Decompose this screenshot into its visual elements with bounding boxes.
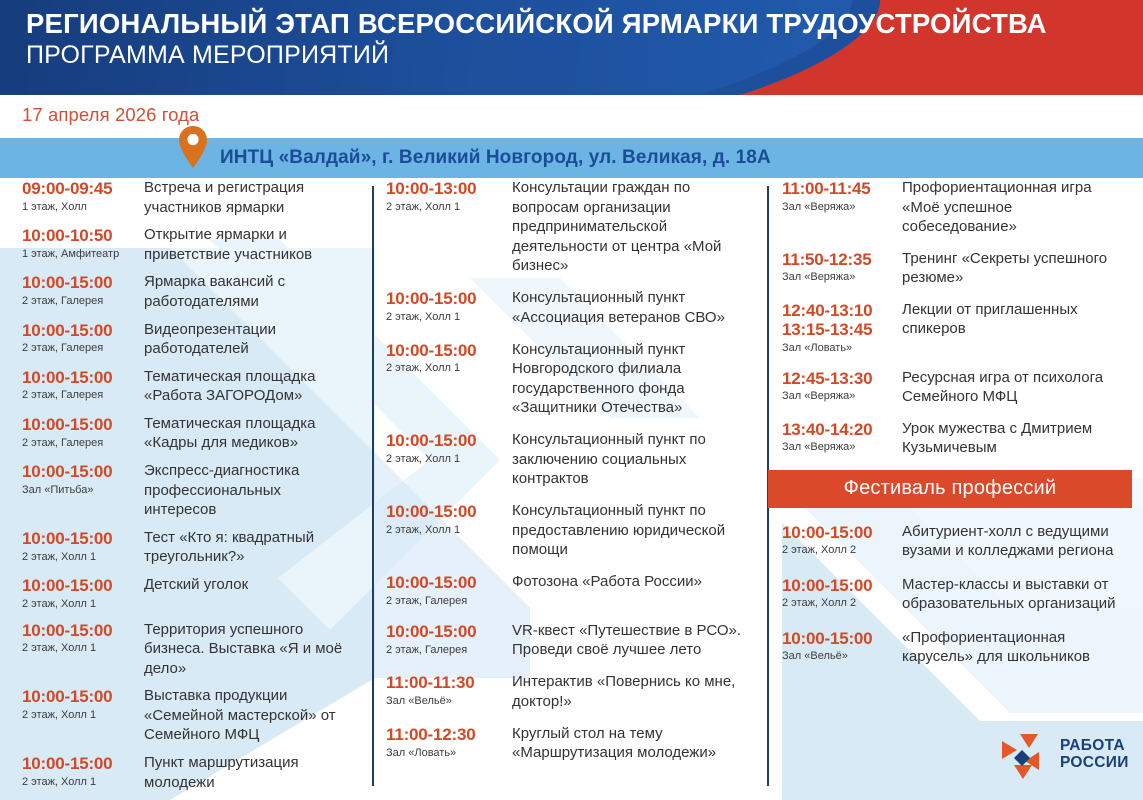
program-event bbox=[386, 288, 746, 327]
program-event bbox=[22, 575, 352, 611]
event-time-cell bbox=[386, 572, 512, 608]
event-time-cell bbox=[386, 672, 512, 708]
event-time-cell bbox=[782, 575, 902, 611]
program-event bbox=[782, 522, 1132, 561]
event-description: Видеопрезентации работодателей bbox=[144, 320, 277, 358]
event-time-cell bbox=[22, 620, 144, 656]
event-time: 10:00-15:00 bbox=[386, 340, 477, 360]
program-event bbox=[782, 178, 1132, 237]
event-location: Зал «Веряжа» bbox=[782, 200, 856, 213]
event-time-cell bbox=[782, 628, 902, 664]
event-time-cell bbox=[386, 724, 512, 760]
event-time-cell bbox=[22, 225, 144, 261]
event-location: Зал «Веряжа» bbox=[782, 390, 856, 403]
event-time: 13:15-13:45 bbox=[782, 320, 873, 340]
event-description: Мастер-классы и выставки от образовательных организаций bbox=[902, 575, 1116, 613]
event-description: Консультационный пункт по предоставлению юридической помощи bbox=[512, 502, 726, 558]
program-event bbox=[386, 430, 746, 489]
event-description: Урок мужества с Дмитрием Кузьмичевым bbox=[902, 419, 1093, 457]
event-time-cell bbox=[782, 419, 902, 455]
event-location: 2 этаж, Холл 1 bbox=[22, 550, 97, 563]
program-event bbox=[22, 414, 352, 453]
program-event bbox=[782, 249, 1132, 288]
event-time-cell bbox=[782, 522, 902, 558]
event-description: Ярмарка вакансий с работодателями bbox=[144, 273, 286, 310]
event-time: 10:00-15:00 bbox=[782, 628, 873, 648]
event-description: Открытие ярмарки и приветствие участников bbox=[144, 226, 313, 263]
event-description: Тематическая площадка «Работа ЗАГОРОДом» bbox=[144, 367, 316, 405]
event-location: 2 этаж, Галерея bbox=[386, 594, 468, 607]
event-location: 2 этаж, Холл 1 bbox=[22, 597, 97, 610]
event-time: 10:00-15:00 bbox=[386, 289, 477, 308]
event-time: 11:00-12:30 bbox=[386, 724, 476, 744]
rabota-rossii-mark-icon bbox=[1000, 733, 1052, 783]
event-location: 2 этаж, Галерея bbox=[386, 643, 468, 656]
event-time-cell bbox=[22, 575, 144, 611]
event-time-cell bbox=[782, 249, 902, 285]
event-time-cell bbox=[386, 288, 512, 324]
event-location: 2 этаж, Холл 1 bbox=[22, 775, 97, 788]
event-description: Фотозона «Работа России» bbox=[512, 573, 702, 590]
event-location: 2 этаж, Галерея bbox=[22, 342, 104, 355]
program-event bbox=[22, 620, 352, 679]
page-title: РЕГИОНАЛЬНЫЙ ЭТАП ВСЕРОССИЙСКОЙ ЯРМАРКИ ТРУДОУСТРОЙСТВА bbox=[26, 8, 1047, 39]
event-location: 2 этаж, Холл 1 bbox=[386, 523, 461, 536]
program-column-2 bbox=[386, 178, 746, 775]
event-description: Встреча и регистрация участников ярмарки bbox=[144, 179, 305, 216]
event-location: 2 этаж, Холл 1 bbox=[386, 310, 461, 323]
event-description: Детский уголок bbox=[144, 576, 249, 593]
event-time: 10:00-15:00 bbox=[22, 687, 113, 707]
event-time-cell bbox=[22, 367, 144, 403]
event-time: 10:00-15:00 bbox=[22, 462, 113, 482]
program-event bbox=[386, 178, 746, 276]
address-bar bbox=[0, 138, 1143, 178]
event-description: Тест «Кто я: квадратный треугольник?» bbox=[144, 528, 315, 566]
event-location: 2 этаж, Галерея bbox=[22, 295, 104, 308]
event-time-cell bbox=[22, 528, 144, 564]
event-time: 10:00-15:00 bbox=[22, 414, 113, 434]
event-time: 13:40-14:20 bbox=[782, 419, 873, 439]
program-event bbox=[782, 300, 1132, 356]
event-time-cell bbox=[386, 340, 512, 376]
event-time: 10:00-15:00 bbox=[386, 431, 477, 450]
festival-banner: Фестиваль профессий bbox=[768, 470, 1132, 508]
program-event bbox=[386, 572, 746, 608]
header-text-block bbox=[26, 8, 1126, 71]
logo-line-2: РОССИИ bbox=[1060, 754, 1129, 772]
event-time-cell bbox=[386, 430, 512, 466]
program-event bbox=[22, 272, 352, 311]
event-time-cell bbox=[22, 272, 144, 308]
event-location: Зал «Ловать» bbox=[782, 341, 853, 354]
event-time: 12:40-13:10 bbox=[782, 300, 873, 320]
logo-line-1: РАБОТА bbox=[1060, 737, 1125, 754]
event-time-cell bbox=[782, 368, 902, 404]
program-event bbox=[386, 621, 746, 660]
event-description: Интерактив «Повернись ко мне, доктор!» bbox=[512, 673, 736, 710]
program-column-3 bbox=[782, 178, 1132, 681]
program-event bbox=[782, 628, 1132, 667]
event-time-cell bbox=[22, 178, 144, 214]
event-location: 2 этаж, Холл 2 bbox=[782, 597, 857, 610]
program-event bbox=[22, 461, 352, 520]
event-description: Консультации граждан по вопросам организации предпринимательской деятельности от центра «Мой бизнес» bbox=[512, 179, 722, 274]
event-description: Ресурсная игра от психолога Семейного МФЦ bbox=[902, 368, 1104, 406]
event-time: 10:00-15:00 bbox=[22, 576, 113, 595]
event-time: 11:00-11:45 bbox=[782, 179, 871, 198]
program-event bbox=[386, 724, 746, 763]
event-description: Консультационный пункт Новгородского филиала государственного фонда «Защитники Отечества» bbox=[512, 340, 686, 416]
event-time-cell bbox=[22, 414, 144, 450]
event-time-cell bbox=[782, 300, 902, 356]
event-time: 10:00-13:00 bbox=[386, 179, 477, 198]
event-time: 10:00-15:00 bbox=[22, 528, 113, 548]
program-event bbox=[22, 225, 352, 264]
program-event bbox=[22, 528, 352, 567]
event-location: 2 этаж, Холл 1 bbox=[22, 642, 97, 655]
event-time: 10:00-15:00 bbox=[782, 522, 873, 542]
program-event bbox=[22, 178, 352, 217]
event-time: 10:00-15:00 bbox=[386, 573, 477, 592]
event-location: Зал «Веряжа» bbox=[782, 441, 856, 454]
date-bar bbox=[0, 95, 1143, 138]
program-event bbox=[22, 686, 352, 745]
event-time: 10:00-15:00 bbox=[22, 320, 113, 340]
event-time-cell bbox=[386, 501, 512, 537]
event-location: Зал «Веряжа» bbox=[782, 271, 856, 284]
event-time: 10:00-15:00 bbox=[386, 621, 477, 641]
program-event bbox=[782, 575, 1132, 614]
venue-address: ИНТЦ «Валдай», г. Великий Новгород, ул. Великая, д. 18А bbox=[220, 147, 771, 168]
event-time: 10:00-15:00 bbox=[22, 273, 113, 293]
event-description: Экспресс-диагностика профессиональных интересов bbox=[144, 462, 300, 519]
event-location: Зал «Ловать» bbox=[386, 746, 457, 759]
program-event bbox=[782, 368, 1132, 407]
event-time-cell bbox=[386, 621, 512, 657]
event-description: Абитуриент-холл с ведущими вузами и колледжами региона bbox=[902, 522, 1114, 560]
program-event bbox=[22, 753, 352, 792]
event-location: 1 этаж, Холл bbox=[22, 200, 87, 213]
event-location: Зал «Вельё» bbox=[386, 695, 452, 708]
page-subtitle: ПРОГРАММА МЕРОПРИЯТИЙ bbox=[26, 41, 390, 70]
program-column-1 bbox=[22, 178, 352, 800]
poster-header bbox=[0, 0, 1143, 95]
event-time-cell bbox=[782, 178, 902, 214]
event-location: Зал «Питьба» bbox=[22, 483, 94, 496]
program-event bbox=[386, 672, 746, 711]
event-location: 2 этаж, Холл 1 bbox=[22, 709, 97, 722]
event-description: Выставка продукции «Семейной мастерской» от Семейного МФЦ bbox=[144, 687, 336, 744]
event-time: 10:00-15:00 bbox=[782, 575, 873, 595]
program-columns bbox=[0, 178, 1143, 800]
event-description: Тренинг «Секреты успешного резюме» bbox=[902, 249, 1108, 286]
program-event bbox=[386, 340, 746, 418]
event-description: Консультационный пункт по заключению социальных контрактов bbox=[512, 431, 706, 487]
event-time: 10:00-10:50 bbox=[22, 226, 113, 246]
event-time: 10:00-15:00 bbox=[22, 620, 113, 640]
location-pin-icon bbox=[178, 125, 208, 169]
event-location: 2 этаж, Холл 2 bbox=[782, 544, 857, 557]
column-divider-1 bbox=[372, 186, 374, 786]
event-description: Профориентационная игра «Моё успешное собеседование» bbox=[902, 179, 1092, 235]
event-location: 2 этаж, Галерея bbox=[22, 436, 104, 449]
event-time: 11:50-12:35 bbox=[782, 249, 872, 269]
event-time-cell bbox=[22, 461, 144, 497]
event-description: VR-квест «Путешествие в РСО». Проведи своё лучшее лето bbox=[512, 621, 741, 659]
event-location: 2 этаж, Холл 1 bbox=[386, 452, 461, 465]
event-time-cell bbox=[22, 320, 144, 356]
event-time: 09:00-09:45 bbox=[22, 179, 113, 198]
event-date: 17 апреля 2026 года bbox=[22, 104, 200, 125]
event-time: 10:00-15:00 bbox=[22, 754, 113, 774]
event-description: «Профориентационная карусель» для школьников bbox=[902, 628, 1091, 666]
event-time: 10:00-15:00 bbox=[386, 502, 477, 521]
program-event bbox=[22, 320, 352, 359]
event-location: 1 этаж, Амфитеатр bbox=[22, 247, 120, 260]
program-event bbox=[22, 367, 352, 406]
event-description: Пункт маршрутизация молодежи bbox=[144, 754, 299, 791]
program-event bbox=[386, 501, 746, 560]
event-description: Тематическая площадка «Кадры для медиков» bbox=[144, 414, 316, 452]
event-location: Зал «Вельё» bbox=[782, 650, 848, 663]
event-description: Лекции от приглашенных спикеров bbox=[902, 300, 1078, 337]
rabota-rossii-wordmark bbox=[1060, 737, 1129, 772]
event-time-cell bbox=[386, 178, 512, 214]
event-time: 10:00-15:00 bbox=[22, 367, 113, 387]
event-location: 2 этаж, Холл 1 bbox=[386, 362, 461, 375]
event-description: Круглый стол на тему «Маршрутизация молодежи» bbox=[512, 724, 717, 762]
event-description: Консультационный пункт «Ассоциация ветеранов СВО» bbox=[512, 289, 725, 326]
event-description: Территория успешного бизнеса. Выставка «Я и моё дело» bbox=[144, 620, 343, 677]
event-time-cell bbox=[22, 686, 144, 722]
event-location: 2 этаж, Галерея bbox=[22, 389, 104, 402]
event-time-cell bbox=[22, 753, 144, 789]
rabota-rossii-logo bbox=[1000, 733, 1140, 788]
program-event bbox=[782, 419, 1132, 458]
event-time: 12:45-13:30 bbox=[782, 368, 873, 388]
event-location: 2 этаж, Холл 1 bbox=[386, 200, 461, 213]
event-time: 11:00-11:30 bbox=[386, 673, 475, 693]
